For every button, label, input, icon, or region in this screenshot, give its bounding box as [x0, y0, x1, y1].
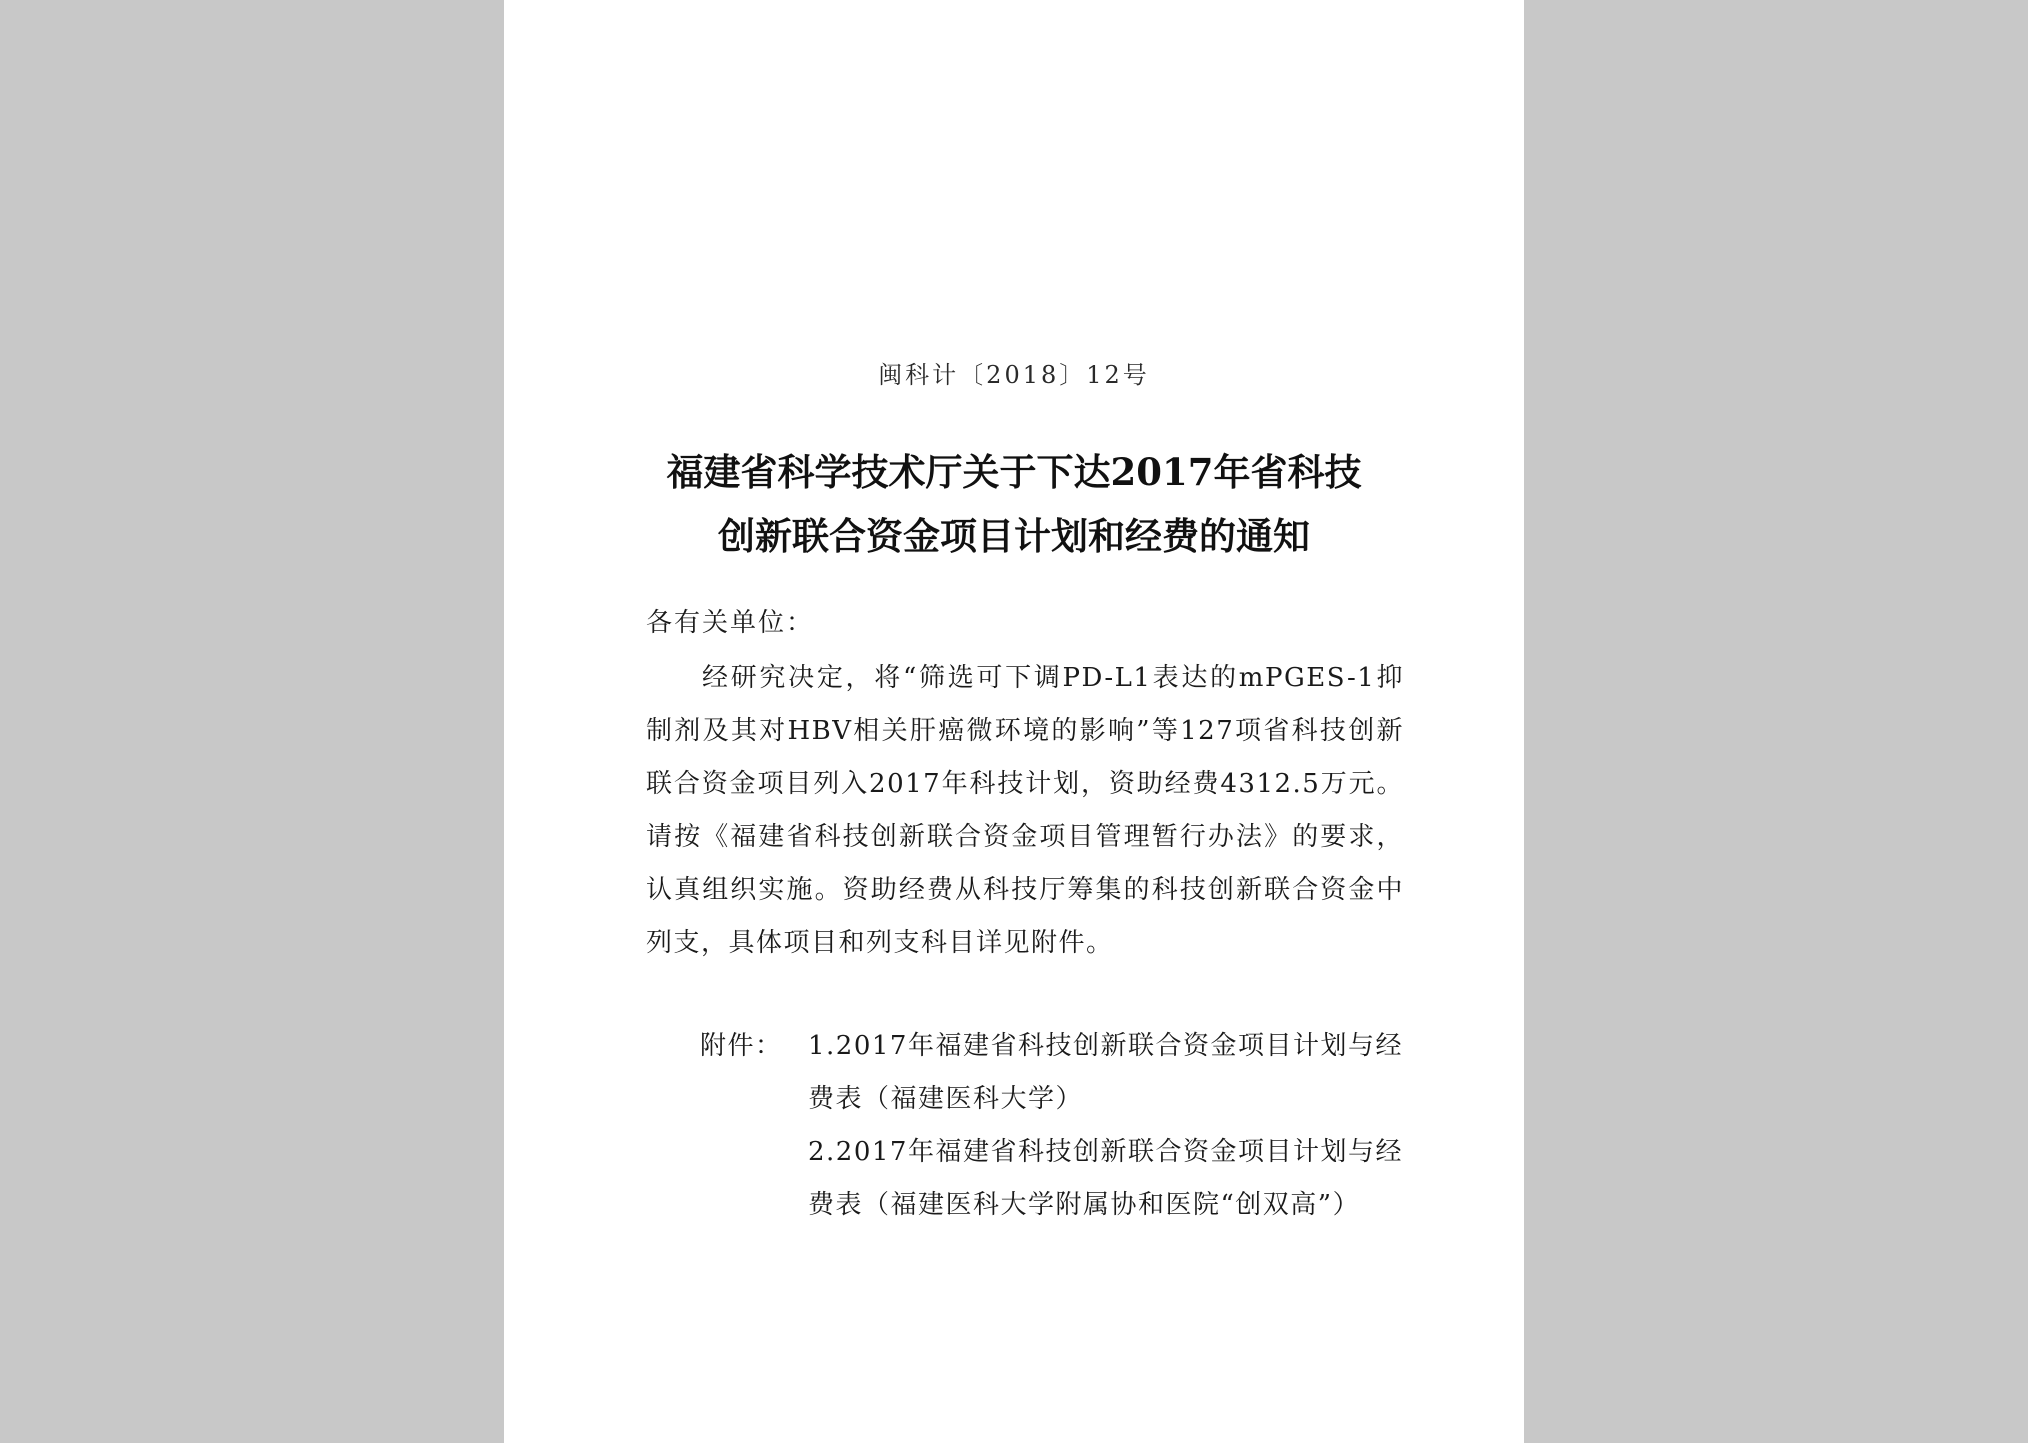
body-paragraph: 经研究决定，将“筛选可下调PD-L1表达的mPGES-1抑制剂及其对HBV相关肝癌微环境的影响”等127项省科技创新联合资金项目列入2017年科技计划，资助经费4312.5万元。请按《福建省科技创新联合资金项目管理暂行办法》的要求，认真组织实施。资助经费从科技厅筹集的科技创新联合资金中列支，具体项目和列支科目详见附件。	[646, 663, 1404, 958]
document-title	[504, 440, 1524, 568]
attachment-label: 附件：	[700, 1031, 783, 1061]
attachment-1-text: 1.2017年福建省科技创新联合资金项目计划与经费表（福建医科大学）	[808, 1031, 1403, 1114]
attachment-item	[700, 1126, 1410, 1232]
salutation: 各有关单位：	[646, 608, 815, 638]
title-line-1: 福建省科学技术厅关于下达2017年省科技	[666, 450, 1362, 494]
title-line-2: 创新联合资金项目计划和经费的通知	[718, 514, 1310, 558]
attachment-item	[700, 1020, 1410, 1126]
document-number: 闽科计〔2018〕12号	[878, 361, 1150, 389]
document-page	[504, 0, 1524, 1443]
attachment-2-text: 2.2017年福建省科技创新联合资金项目计划与经费表（福建医科大学附属协和医院“创双高”）	[808, 1137, 1403, 1220]
attachments-section	[700, 1020, 1410, 1232]
